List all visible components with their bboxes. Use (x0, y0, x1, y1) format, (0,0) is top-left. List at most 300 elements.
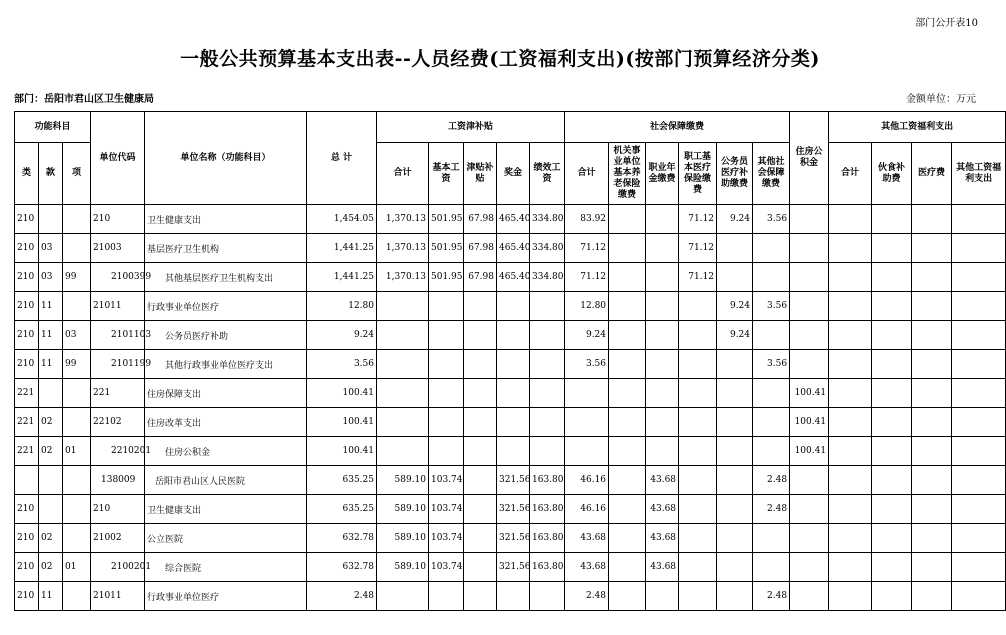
cell-civil-medical (717, 234, 753, 263)
cell-unit-code: 21011 (91, 582, 145, 611)
cell-lei: 210 (15, 524, 39, 553)
cell-total: 3.56 (307, 350, 377, 379)
cell-performance: 334.80 (530, 263, 565, 292)
cell-allowance (464, 466, 497, 495)
cell-unit-name: 行政事业单位医疗 (145, 292, 307, 321)
cell-xiang (63, 582, 91, 611)
cell-lei: 221 (15, 437, 39, 466)
cell-wage-total: 589.10 (377, 524, 429, 553)
cell-other-total (829, 466, 872, 495)
cell-medical-fee (912, 553, 952, 582)
cell-social-total: 2.48 (565, 582, 609, 611)
cell-medical (679, 495, 717, 524)
cell-unit-code: 21002 (91, 524, 145, 553)
table-row (15, 495, 1006, 524)
cell-kuan: 02 (39, 553, 63, 582)
cell-basic-wage: 501.95 (429, 263, 464, 292)
cell-allowance (464, 524, 497, 553)
table-row (15, 321, 1006, 350)
header-wage-total: 合计 (377, 143, 429, 205)
cell-unit-name: 卫生健康支出 (145, 205, 307, 234)
amount-unit-label: 金额单位：万元 (906, 94, 976, 105)
cell-pension (609, 379, 646, 408)
cell-other-welfare (952, 350, 1006, 379)
header-other-social: 其他社会保障缴费 (753, 143, 790, 205)
cell-lei: 221 (15, 379, 39, 408)
cell-wage-total: 589.10 (377, 495, 429, 524)
cell-basic-wage: 103.74 (429, 524, 464, 553)
cell-civil-medical (717, 263, 753, 292)
cell-performance: 163.80 (530, 553, 565, 582)
cell-wage-total (377, 437, 429, 466)
cell-medical-fee (912, 350, 952, 379)
cell-xiang (63, 205, 91, 234)
cell-pension (609, 321, 646, 350)
cell-civil-medical: 9.24 (717, 292, 753, 321)
cell-other-total (829, 437, 872, 466)
cell-performance: 334.80 (530, 205, 565, 234)
cell-civil-medical (717, 408, 753, 437)
cell-bonus (497, 350, 530, 379)
cell-unit-name: 基层医疗卫生机构 (145, 234, 307, 263)
cell-basic-wage: 501.95 (429, 234, 464, 263)
header-social-group: 社会保障缴费 (565, 112, 790, 143)
cell-annuity: 43.68 (646, 524, 679, 553)
cell-annuity: 43.68 (646, 466, 679, 495)
cell-housing-fund: 100.41 (790, 408, 829, 437)
cell-unit-code: 138009 (91, 466, 145, 495)
cell-bonus: 321.56 (497, 553, 530, 582)
table-row (15, 437, 1006, 466)
cell-lei: 210 (15, 553, 39, 582)
cell-other-total (829, 205, 872, 234)
cell-other-social: 2.48 (753, 582, 790, 611)
cell-other-social (753, 408, 790, 437)
cell-annuity (646, 263, 679, 292)
table-row (15, 263, 1006, 292)
cell-unit-code: 2210201 (91, 437, 145, 466)
cell-kuan (39, 495, 63, 524)
cell-housing-fund (790, 553, 829, 582)
cell-civil-medical (717, 524, 753, 553)
cell-allowance (464, 350, 497, 379)
cell-other-social (753, 234, 790, 263)
cell-social-total: 46.16 (565, 495, 609, 524)
cell-allowance (464, 553, 497, 582)
table-row (15, 408, 1006, 437)
cell-wage-total (377, 292, 429, 321)
cell-xiang (63, 379, 91, 408)
cell-medical-fee (912, 292, 952, 321)
cell-housing-fund (790, 234, 829, 263)
header-unit-code: 单位代码 (91, 112, 145, 205)
header-meal: 伙食补助费 (872, 143, 912, 205)
cell-medical (679, 292, 717, 321)
cell-allowance: 67.98 (464, 205, 497, 234)
cell-basic-wage (429, 321, 464, 350)
cell-pension (609, 495, 646, 524)
cell-performance (530, 437, 565, 466)
header-xiang: 项 (63, 143, 91, 205)
header-other-group: 其他工资福利支出 (829, 112, 1006, 143)
cell-annuity (646, 292, 679, 321)
cell-unit-name: 岳阳市君山区人民医院 (145, 466, 307, 495)
cell-annuity (646, 205, 679, 234)
cell-performance (530, 321, 565, 350)
cell-medical (679, 582, 717, 611)
cell-other-welfare (952, 495, 1006, 524)
cell-basic-wage (429, 582, 464, 611)
cell-lei (15, 466, 39, 495)
cell-wage-total: 589.10 (377, 553, 429, 582)
cell-total: 1,441.25 (307, 234, 377, 263)
cell-medical: 71.12 (679, 234, 717, 263)
cell-housing-fund (790, 292, 829, 321)
header-annuity: 职业年金缴费 (646, 143, 679, 205)
cell-medical-fee (912, 582, 952, 611)
cell-allowance (464, 408, 497, 437)
cell-wage-total (377, 408, 429, 437)
cell-performance: 163.80 (530, 466, 565, 495)
cell-other-social (753, 524, 790, 553)
cell-xiang: 99 (63, 263, 91, 292)
cell-annuity (646, 379, 679, 408)
table-row (15, 379, 1006, 408)
cell-housing-fund: 100.41 (790, 437, 829, 466)
cell-bonus (497, 582, 530, 611)
cell-wage-total (377, 582, 429, 611)
cell-other-social (753, 263, 790, 292)
cell-total: 632.78 (307, 553, 377, 582)
cell-bonus (497, 292, 530, 321)
cell-basic-wage (429, 379, 464, 408)
cell-unit-code: 210 (91, 495, 145, 524)
cell-medical-fee (912, 263, 952, 292)
cell-other-welfare (952, 379, 1006, 408)
cell-unit-name: 住房改革支出 (145, 408, 307, 437)
cell-bonus (497, 408, 530, 437)
cell-medical (679, 553, 717, 582)
table-row (15, 466, 1006, 495)
cell-unit-name: 公立医院 (145, 524, 307, 553)
cell-lei: 210 (15, 292, 39, 321)
cell-housing-fund (790, 263, 829, 292)
cell-performance (530, 408, 565, 437)
cell-medical-fee (912, 524, 952, 553)
cell-housing-fund: 100.41 (790, 379, 829, 408)
cell-total: 632.78 (307, 524, 377, 553)
cell-social-total (565, 408, 609, 437)
cell-unit-code: 2100399 (91, 263, 145, 292)
cell-kuan: 11 (39, 350, 63, 379)
cell-social-total: 83.92 (565, 205, 609, 234)
cell-unit-name: 综合医院 (145, 553, 307, 582)
cell-social-total (565, 437, 609, 466)
cell-meal (872, 321, 912, 350)
cell-lei: 210 (15, 495, 39, 524)
cell-meal (872, 350, 912, 379)
cell-meal (872, 437, 912, 466)
cell-other-social: 3.56 (753, 292, 790, 321)
cell-other-welfare (952, 408, 1006, 437)
cell-meal (872, 466, 912, 495)
cell-social-total: 12.80 (565, 292, 609, 321)
cell-performance (530, 582, 565, 611)
cell-meal (872, 553, 912, 582)
cell-other-total (829, 292, 872, 321)
cell-medical (679, 466, 717, 495)
cell-other-social: 2.48 (753, 495, 790, 524)
header-kuan: 款 (39, 143, 63, 205)
cell-meal (872, 379, 912, 408)
cell-medical-fee (912, 437, 952, 466)
cell-xiang (63, 495, 91, 524)
cell-pension (609, 292, 646, 321)
cell-medical (679, 350, 717, 379)
cell-other-total (829, 321, 872, 350)
cell-xiang (63, 292, 91, 321)
cell-kuan (39, 379, 63, 408)
cell-medical-fee (912, 495, 952, 524)
cell-lei: 210 (15, 205, 39, 234)
cell-basic-wage (429, 408, 464, 437)
header-performance: 绩效工资 (530, 143, 565, 205)
cell-lei: 221 (15, 408, 39, 437)
cell-lei: 210 (15, 321, 39, 350)
header-lei: 类 (15, 143, 39, 205)
header-unit-name: 单位名称（功能科目） (145, 112, 307, 205)
cell-bonus: 321.56 (497, 524, 530, 553)
cell-unit-code: 210 (91, 205, 145, 234)
cell-other-welfare (952, 582, 1006, 611)
cell-lei: 210 (15, 263, 39, 292)
cell-medical-fee (912, 466, 952, 495)
cell-total: 9.24 (307, 321, 377, 350)
cell-allowance (464, 321, 497, 350)
header-other-welfare: 其他工资福利支出 (952, 143, 1006, 205)
cell-medical (679, 379, 717, 408)
header-social-total: 合计 (565, 143, 609, 205)
cell-wage-total (377, 350, 429, 379)
cell-wage-total: 1,370.13 (377, 234, 429, 263)
cell-meal (872, 408, 912, 437)
cell-allowance: 67.98 (464, 234, 497, 263)
cell-kuan: 11 (39, 292, 63, 321)
cell-annuity (646, 582, 679, 611)
page-title: 一般公共预算基本支出表--人员经费(工资福利支出)(按部门预算经济分类) (180, 48, 820, 70)
cell-total: 12.80 (307, 292, 377, 321)
table-row (15, 524, 1006, 553)
cell-housing-fund (790, 321, 829, 350)
cell-other-total (829, 495, 872, 524)
header-medical: 职工基本医疗保险缴费 (679, 143, 717, 205)
cell-civil-medical: 9.24 (717, 321, 753, 350)
cell-civil-medical (717, 350, 753, 379)
cell-bonus (497, 379, 530, 408)
cell-other-total (829, 234, 872, 263)
cell-total: 100.41 (307, 379, 377, 408)
cell-meal (872, 292, 912, 321)
header-medical-fee: 医疗费 (912, 143, 952, 205)
cell-unit-code: 21011 (91, 292, 145, 321)
header-basic-wage: 基本工资 (429, 143, 464, 205)
cell-xiang: 99 (63, 350, 91, 379)
cell-wage-total: 1,370.13 (377, 263, 429, 292)
cell-basic-wage: 103.74 (429, 466, 464, 495)
cell-pension (609, 350, 646, 379)
cell-other-total (829, 350, 872, 379)
cell-other-total (829, 263, 872, 292)
cell-basic-wage (429, 437, 464, 466)
cell-xiang: 01 (63, 553, 91, 582)
cell-other-welfare (952, 321, 1006, 350)
cell-performance (530, 379, 565, 408)
cell-other-total (829, 379, 872, 408)
cell-medical-fee (912, 321, 952, 350)
cell-basic-wage: 103.74 (429, 553, 464, 582)
cell-xiang (63, 408, 91, 437)
cell-other-welfare (952, 553, 1006, 582)
cell-basic-wage: 103.74 (429, 495, 464, 524)
cell-civil-medical (717, 553, 753, 582)
cell-total: 1,441.25 (307, 263, 377, 292)
cell-social-total: 3.56 (565, 350, 609, 379)
cell-housing-fund (790, 582, 829, 611)
cell-unit-name: 其他基层医疗卫生机构支出 (145, 263, 307, 292)
cell-pension (609, 582, 646, 611)
cell-total: 100.41 (307, 408, 377, 437)
header-pension: 机关事业单位基本养老保险缴费 (609, 143, 646, 205)
cell-kuan: 03 (39, 263, 63, 292)
cell-lei: 210 (15, 582, 39, 611)
cell-bonus (497, 321, 530, 350)
cell-unit-code: 2101199 (91, 350, 145, 379)
cell-allowance: 67.98 (464, 263, 497, 292)
cell-housing-fund (790, 524, 829, 553)
cell-performance (530, 292, 565, 321)
cell-bonus: 465.40 (497, 263, 530, 292)
cell-housing-fund (790, 205, 829, 234)
cell-unit-code: 2101103 (91, 321, 145, 350)
cell-allowance (464, 437, 497, 466)
cell-housing-fund (790, 466, 829, 495)
cell-xiang: 03 (63, 321, 91, 350)
table-row (15, 205, 1006, 234)
cell-performance: 334.80 (530, 234, 565, 263)
cell-housing-fund (790, 350, 829, 379)
cell-housing-fund (790, 495, 829, 524)
cell-social-total: 71.12 (565, 234, 609, 263)
cell-pension (609, 408, 646, 437)
header-housing-fund: 住房公积金 (790, 112, 829, 205)
cell-kuan: 02 (39, 437, 63, 466)
cell-total: 635.25 (307, 495, 377, 524)
cell-total: 100.41 (307, 437, 377, 466)
cell-other-social: 3.56 (753, 350, 790, 379)
cell-other-social (753, 379, 790, 408)
table-row (15, 292, 1006, 321)
cell-meal (872, 263, 912, 292)
cell-basic-wage: 501.95 (429, 205, 464, 234)
cell-allowance (464, 582, 497, 611)
cell-civil-medical (717, 379, 753, 408)
cell-performance: 163.80 (530, 495, 565, 524)
table-row (15, 553, 1006, 582)
cell-other-social (753, 553, 790, 582)
cell-xiang: 01 (63, 437, 91, 466)
cell-medical (679, 524, 717, 553)
header-other-total: 合计 (829, 143, 872, 205)
cell-other-social: 2.48 (753, 466, 790, 495)
cell-other-total (829, 553, 872, 582)
cell-meal (872, 205, 912, 234)
cell-total: 1,454.05 (307, 205, 377, 234)
cell-other-social: 3.56 (753, 205, 790, 234)
cell-medical-fee (912, 408, 952, 437)
cell-other-welfare (952, 466, 1006, 495)
cell-medical (679, 321, 717, 350)
header-allowance: 津贴补贴 (464, 143, 497, 205)
cell-lei: 210 (15, 234, 39, 263)
cell-meal (872, 495, 912, 524)
cell-other-social (753, 437, 790, 466)
cell-civil-medical (717, 466, 753, 495)
cell-basic-wage (429, 350, 464, 379)
cell-wage-total (377, 321, 429, 350)
cell-annuity (646, 350, 679, 379)
cell-medical-fee (912, 379, 952, 408)
header-wage-group: 工资津补贴 (377, 112, 565, 143)
cell-medical (679, 437, 717, 466)
cell-basic-wage (429, 292, 464, 321)
cell-medical (679, 408, 717, 437)
budget-table (14, 111, 1006, 611)
cell-pension (609, 234, 646, 263)
cell-kuan: 03 (39, 234, 63, 263)
cell-social-total: 9.24 (565, 321, 609, 350)
cell-total: 635.25 (307, 466, 377, 495)
cell-unit-name: 住房公积金 (145, 437, 307, 466)
table-number-label: 部门公开表10 (915, 18, 978, 29)
cell-other-total (829, 408, 872, 437)
cell-unit-code: 221 (91, 379, 145, 408)
cell-performance: 163.80 (530, 524, 565, 553)
header-bonus: 奖金 (497, 143, 530, 205)
cell-civil-medical: 9.24 (717, 205, 753, 234)
cell-annuity: 43.68 (646, 495, 679, 524)
cell-meal (872, 524, 912, 553)
cell-xiang (63, 524, 91, 553)
cell-xiang (63, 466, 91, 495)
cell-bonus (497, 437, 530, 466)
cell-other-total (829, 582, 872, 611)
cell-other-total (829, 524, 872, 553)
cell-medical-fee (912, 205, 952, 234)
cell-unit-name: 其他行政事业单位医疗支出 (145, 350, 307, 379)
cell-kuan: 02 (39, 408, 63, 437)
cell-lei: 210 (15, 350, 39, 379)
cell-performance (530, 350, 565, 379)
cell-unit-name: 行政事业单位医疗 (145, 582, 307, 611)
cell-wage-total: 1,370.13 (377, 205, 429, 234)
cell-pension (609, 437, 646, 466)
cell-other-welfare (952, 437, 1006, 466)
cell-other-welfare (952, 234, 1006, 263)
cell-wage-total: 589.10 (377, 466, 429, 495)
table-row (15, 234, 1006, 263)
cell-pension (609, 553, 646, 582)
cell-other-welfare (952, 524, 1006, 553)
